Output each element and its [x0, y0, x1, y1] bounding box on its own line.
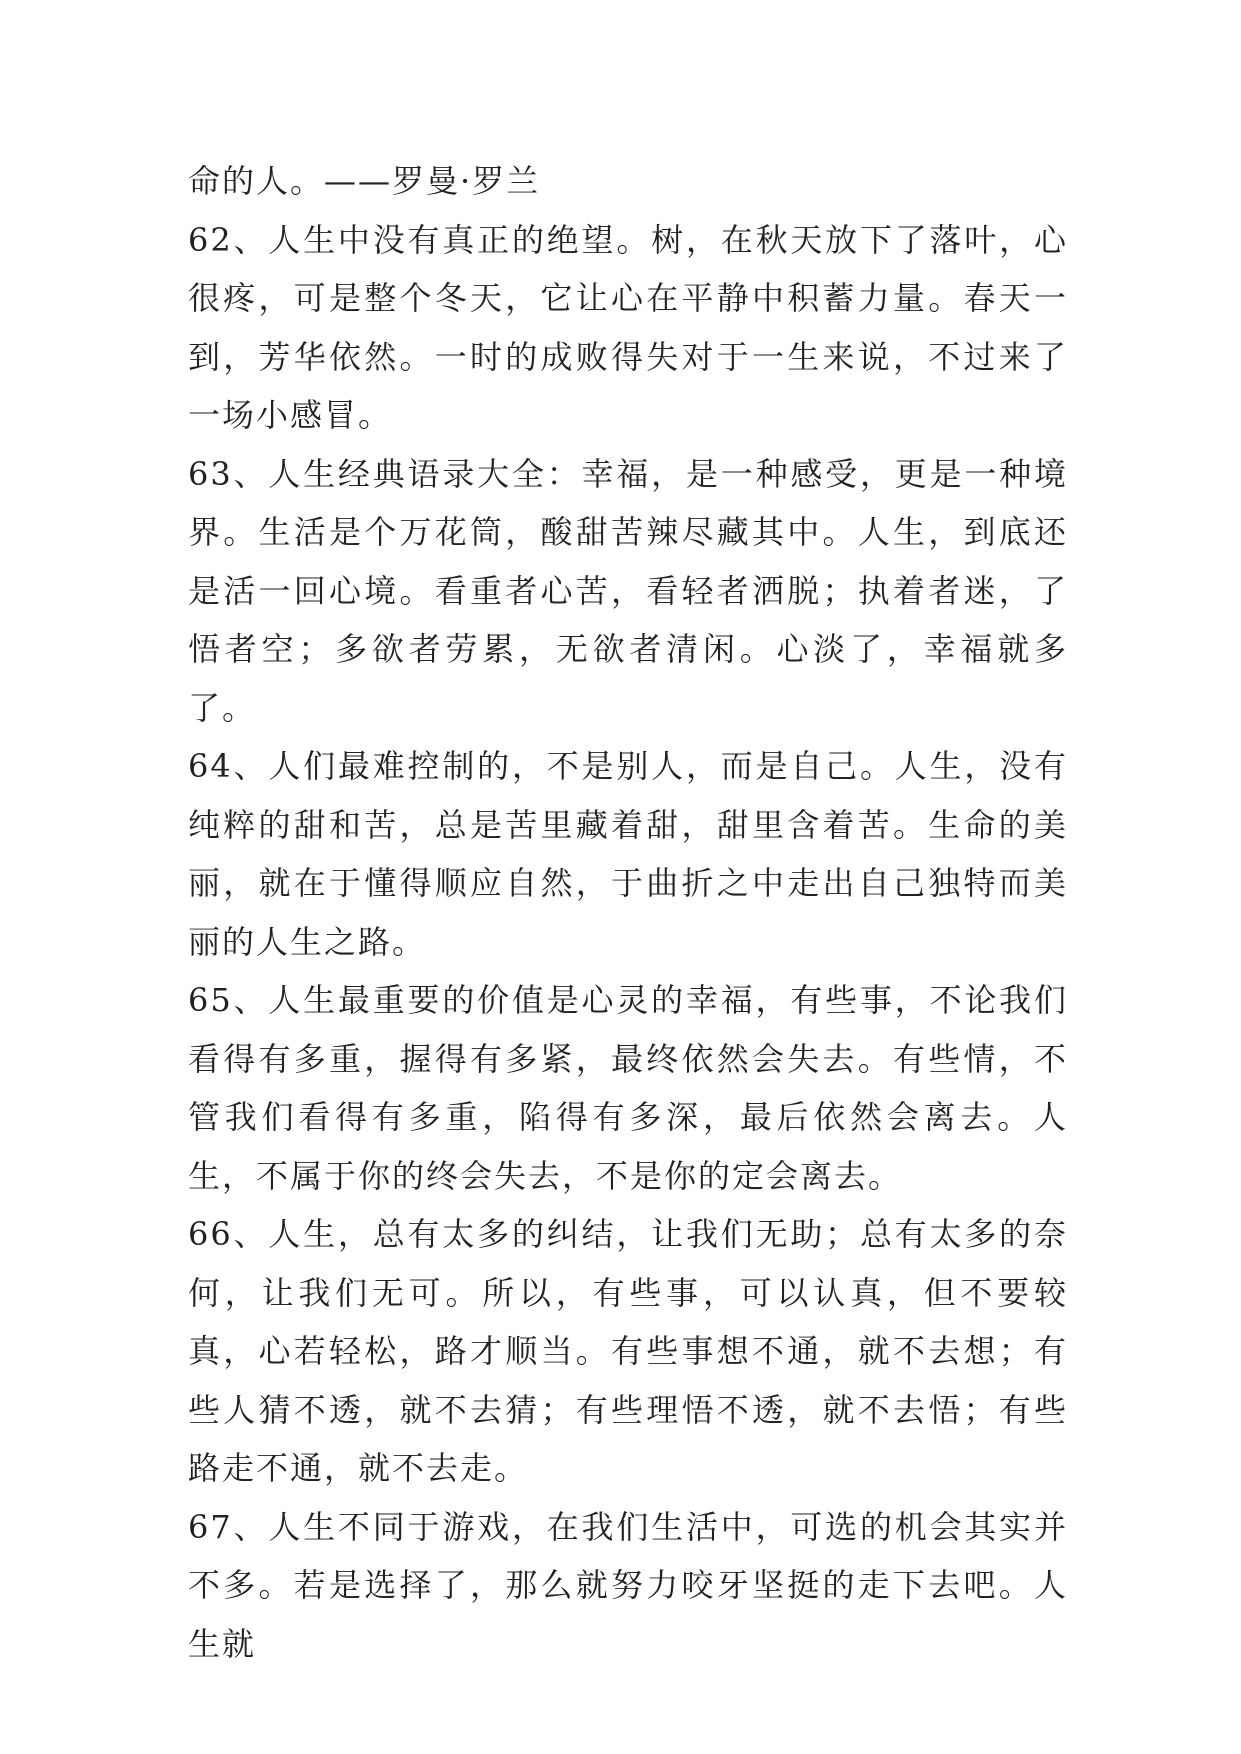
paragraph-62: 62、人生中没有真正的绝望。树，在秋天放下了落叶，心很疼，可是整个冬天，它让心在平静中积蓄力量。春天一到，芳华依然。一时的成败得失对于一生来说，不过来了一场小感冒。 — [188, 220, 1068, 434]
document-body — [188, 152, 1068, 1673]
paragraph-63: 63、人生经典语录大全：幸福，是一种感受，更是一种境界。生活是个万花筒，酸甜苦辣尽藏其中。人生，到底还是活一回心境。看重者心苦，看轻者洒脱；执着者迷，了悟者空；多欲者劳累，无欲者清闲。心淡了，幸福就多了。 — [188, 454, 1068, 727]
paragraph-66: 66、人生，总有太多的纠结，让我们无助；总有太多的奈何，让我们无可。所以，有些事，可以认真，但不要较真，心若轻松，路才顺当。有些事想不通，就不去想；有些人猜不透，就不去猜；有些理悟不透，就不去悟；有些路走不通，就不去走。 — [188, 1215, 1068, 1487]
paragraph-64: 64、人们最难控制的，不是别人，而是自己。人生，没有纯粹的甜和苦，总是苦里藏着甜，甜里含着苦。生命的美丽，就在于懂得顺应自然，于曲折之中走出自己独特而美丽的人生之路。 — [188, 747, 1068, 961]
paragraph-quote-attribution: 命的人。——罗曼·罗兰 — [188, 162, 541, 200]
paragraph-65: 65、人生最重要的价值是心灵的幸福，有些事，不论我们看得有多重，握得有多紧，最终依然会失去。有些情，不管我们看得有多重，陷得有多深，最后依然会离去。人生，不属于你的终会失去，不是你的定会离去。 — [188, 981, 1068, 1195]
paragraph-67: 67、人生不同于游戏，在我们生活中，可选的机会其实并不多。若是选择了，那么就努力咬牙坚挺的走下去吧。人生就 — [188, 1507, 1068, 1663]
